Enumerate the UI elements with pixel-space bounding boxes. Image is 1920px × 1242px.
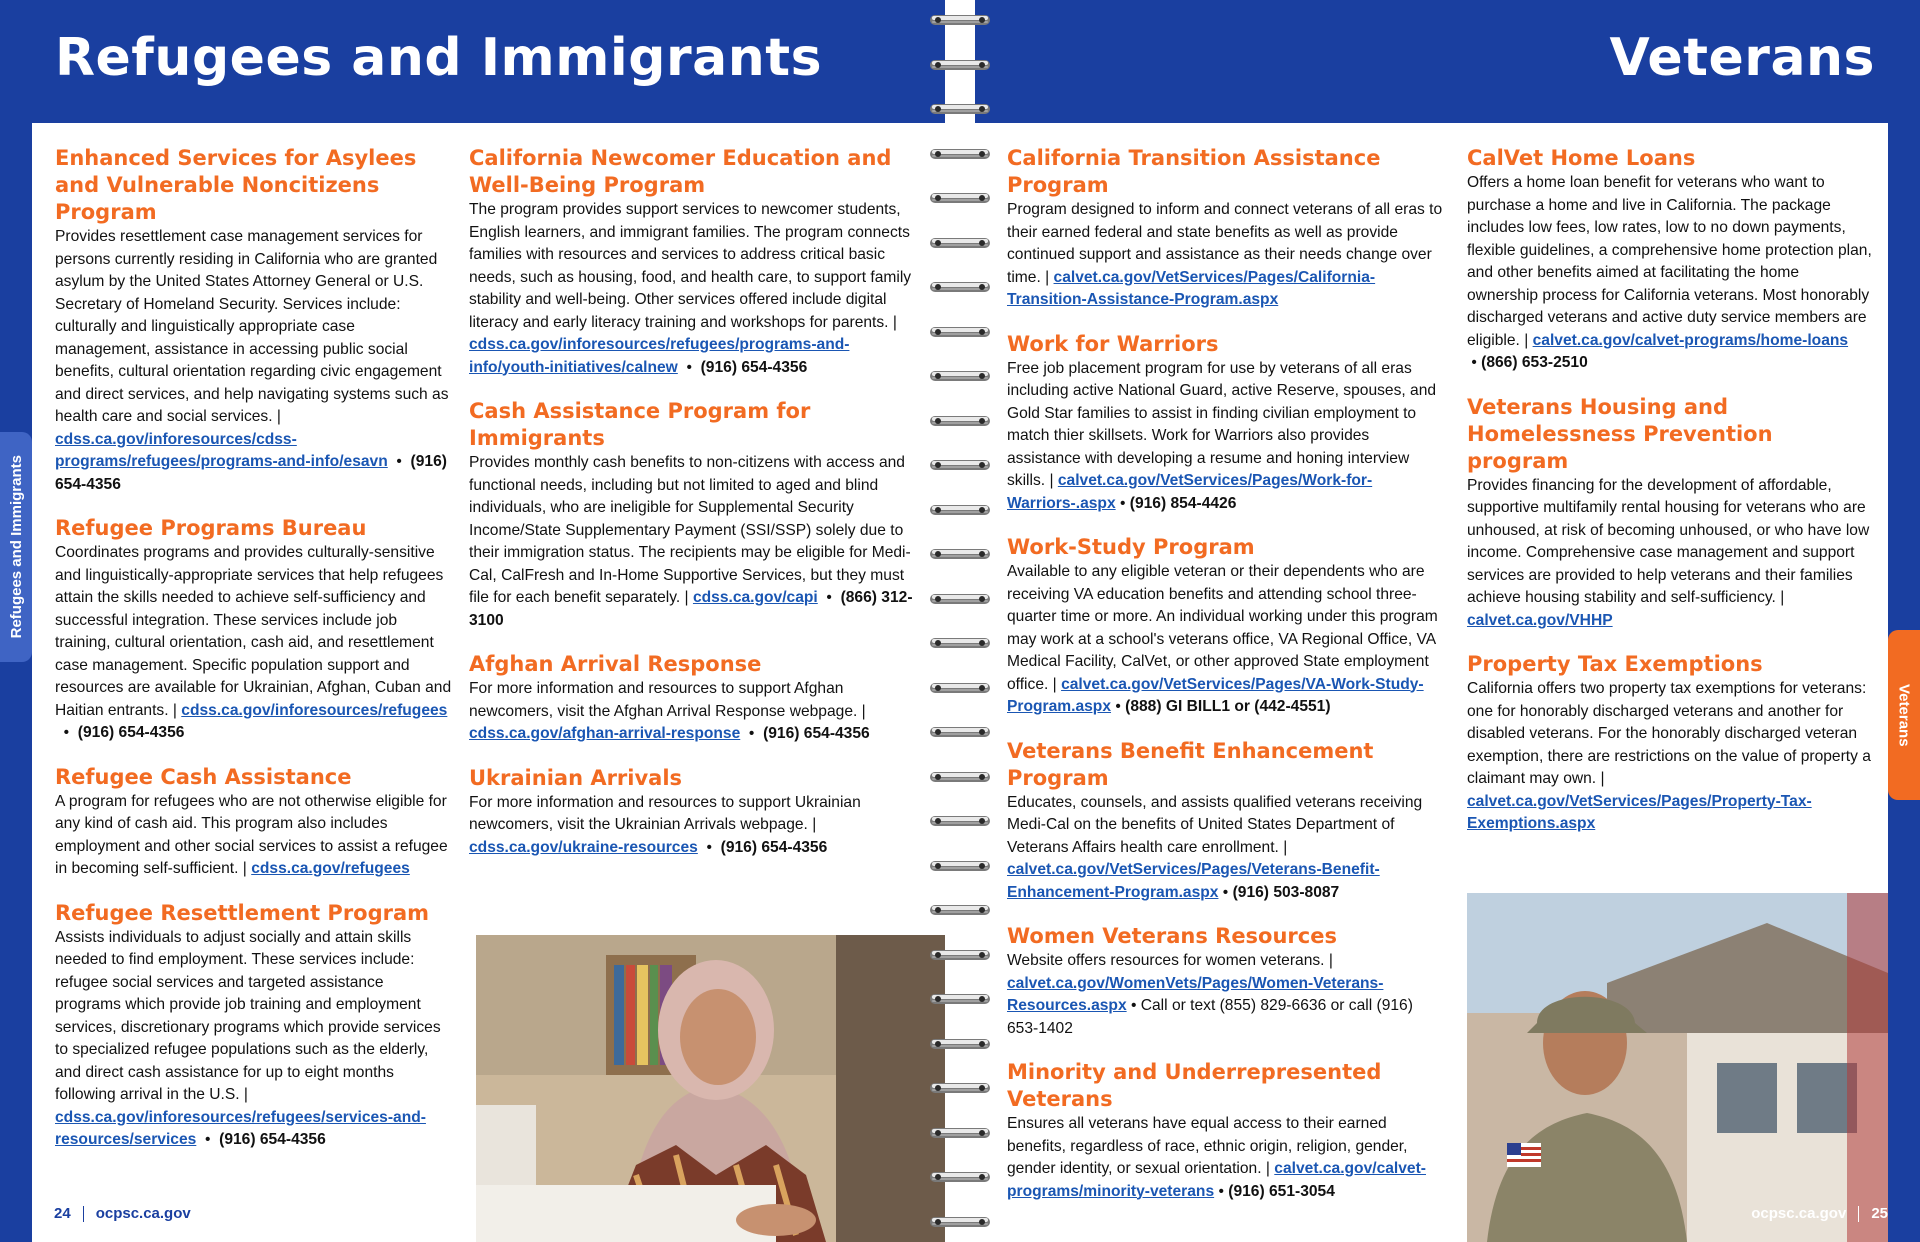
refugee-student-photo bbox=[476, 935, 945, 1242]
binding-ring bbox=[930, 142, 990, 166]
right-col-2 bbox=[1467, 145, 1872, 855]
section-title: Property Tax Exemptions bbox=[1467, 652, 1763, 676]
section-body: Provides financing for the development of affordable, supportive multifamily rental housing for veterans who are unhoused, at risk of becoming unhoused, or who have low income. Comprehensive case management and support services are provided to help veterans and their families achieve housing stability and self-sufficiency. | calvet.ca.gov/VHHP bbox=[1467, 476, 1870, 629]
page-number: 24 bbox=[54, 1204, 71, 1222]
section bbox=[55, 145, 453, 496]
section-phone: (916) 654-4356 bbox=[720, 838, 828, 856]
section-title: Cash Assistance Program for Immigrants bbox=[469, 399, 811, 450]
binding-ring bbox=[930, 409, 990, 433]
section-body: Program designed to inform and connect veterans of all eras to their earned federal and state benefits as well as provide continued support and assistance as their needs change over time. | calvet.ca.gov/VetServices/Pages/California-Transition-Assistance-Program.aspx bbox=[1007, 201, 1443, 308]
section-body: California offers two property tax exemptions for veterans: one for honorably discharged veterans and another for disabled veterans. For the honorably discharged veteran exemption, there are restrictions on the value of property a claimant may own. | calvet.ca.gov/VetServices/Pages/Property-Tax-Exemptions.aspx bbox=[1467, 680, 1871, 832]
section-body: Coordinates programs and provides culturally-sensitive and linguistically-appropriate services that help refugees attain the skills needed to achieve self-sufficiency and successful integration. These services include job training, cultural orientation, cash aid, and resettlement case management. Specific population support and resources are available for Ukrainian, Afghan, Cuban and Haitian entrants. | cdss.ca.gov/inforesources/refugees • (916) 654-4356 bbox=[55, 544, 452, 741]
section-link[interactable]: calvet.ca.gov/VetServices/Pages/VA-Work-Study-Program.aspx bbox=[1007, 675, 1424, 715]
section-phone: (866) 653-2510 bbox=[1481, 354, 1588, 371]
binding-ring bbox=[930, 453, 990, 477]
section-title: Refugee Resettlement Program bbox=[55, 900, 430, 925]
section bbox=[1007, 1059, 1447, 1203]
binding-ring bbox=[930, 1032, 990, 1056]
right-side-tab-label: Veterans bbox=[1895, 683, 1913, 747]
section-phone: (916) 654-4356 bbox=[77, 724, 185, 741]
footer-site[interactable]: ocpsc.ca.gov bbox=[1751, 1204, 1847, 1222]
veteran-photo bbox=[1467, 893, 1888, 1242]
binding-ring bbox=[930, 275, 990, 299]
section-link[interactable]: calvet.ca.gov/VetServices/Pages/Work-for-Warriors-.aspx bbox=[1007, 472, 1373, 512]
right-side-tab bbox=[1888, 630, 1920, 800]
section-link[interactable]: calvet.ca.gov/VetServices/Pages/California-Transition-Assistance-Program.aspx bbox=[1007, 268, 1376, 308]
section-phone: (916) 654-4356 bbox=[700, 358, 808, 376]
section-link[interactable]: cdss.ca.gov/inforesources/cdss-programs/refugees/programs-and-info/esavn bbox=[55, 430, 388, 470]
section bbox=[469, 765, 917, 860]
right-footer bbox=[1751, 1205, 1888, 1222]
section-link[interactable]: calvet.ca.gov/calvet-programs/home-loans bbox=[1532, 331, 1849, 349]
binding-ring bbox=[930, 676, 990, 700]
left-side-tab-label: Refugees and Immigrants bbox=[7, 455, 25, 639]
section-link[interactable]: cdss.ca.gov/ukraine-resources bbox=[469, 838, 698, 856]
section-phone: (916) 654-4356 bbox=[219, 1131, 326, 1148]
section-body: Available to any eligible veteran or their dependents who are receiving VA education benefits and attending school three-quarter time or more. An individual working under this program may work at a school's veterans office, VA Regional Office, VA Medical Facility, CalVet, or other approved State employment office. | calvet.ca.gov/VetServices/Pages/VA-Work-Study-Program.aspx • (888) GI BILL1 or (442-4551) bbox=[1007, 563, 1438, 715]
section-phone: (916) 503-8087 bbox=[1232, 883, 1340, 901]
section-body: For more information and resources to support Afghan newcomers, visit the Afghan Arrival Response webpage. | cdss.ca.gov/afghan-arrival-response • (916) 654-4356 bbox=[469, 680, 870, 742]
section bbox=[55, 900, 453, 1152]
section-link[interactable]: calvet.ca.gov/VHHP bbox=[1467, 611, 1613, 629]
section-body: Ensures all veterans have equal access to their earned benefits, regardless of race, ethnic origin, religion, gender, gender identity, or sexual orientation. | calvet.ca.gov/calvet-programs/minority-veterans • (916) 651-3054 bbox=[1007, 1115, 1426, 1200]
section-body: Website offers resources for women veterans. | calvet.ca.gov/WomenVets/Pages/Women-Veterans-Resources.aspx • Call or text (855) 829-6636 or call (916) 653-1402 bbox=[1007, 952, 1413, 1037]
section-title: CalVet Home Loans bbox=[1467, 146, 1696, 170]
section-title: Minority and Underrepresented Veterans bbox=[1007, 1060, 1382, 1111]
right-col-1 bbox=[1007, 145, 1447, 1222]
page-number: 25 bbox=[1871, 1204, 1888, 1222]
section-body: Provides resettlement case management services for persons currently residing in California who are granted asylum by the United States Attorney General or U.S. Secretary of Homeland Security. Services include: culturally and linguistically appropriate case management, assistance in accessing public social benefits, cultural orientation regarding civic engagement and direct services, and help navigating systems such as health care and social services. | cdss.ca.gov/inforesources/cdss-programs/refugees/programs-and-info/esavn • (916) 654-4356 bbox=[55, 228, 449, 493]
section bbox=[1007, 331, 1447, 516]
section-title: Ukrainian Arrivals bbox=[469, 765, 683, 790]
binding-ring bbox=[930, 1165, 990, 1189]
section-link[interactable]: calvet.ca.gov/VetServices/Pages/Property-Tax-Exemptions.aspx bbox=[1467, 792, 1812, 832]
binding-ring bbox=[930, 8, 990, 32]
section-title: Enhanced Services for Asylees and Vulnerable Noncitizens Program bbox=[55, 146, 417, 224]
binding-ring bbox=[930, 943, 990, 967]
section-body: Free job placement program for use by veterans of all eras including active National Guard, active Reserve, spouses, and Gold Star families to assist in finding civilian employment to match thier skillsets. Work for Warriors also provides assistance with developing a resume and honing interview skills. | calvet.ca.gov/VetServices/Pages/Work-for-Warriors-.aspx • (916) 854-4426 bbox=[1007, 359, 1437, 512]
right-banner bbox=[975, 0, 1920, 123]
binding-ring bbox=[930, 231, 990, 255]
section-body: Provides monthly cash benefits to non-citizens with access and functional needs, including but not limited to aged and blind individuals, who are ineligible for Supplemental Security Income/State Supplementary Payment (SSI/SSP) solely due to their immigration status. The recipients may be eligible for Medi-Cal, CalFresh and In-Home Supportive Services, but they must file for each benefit separately. | cdss.ca.gov/capi • (866) 312-3100 bbox=[469, 454, 913, 629]
section-phone: Call or text (855) 829-6636 or call (916) 653-1402 bbox=[1007, 997, 1413, 1037]
binding-ring bbox=[930, 1076, 990, 1100]
section bbox=[1467, 145, 1872, 375]
section bbox=[1007, 923, 1447, 1040]
section bbox=[469, 145, 917, 379]
section-body: Offers a home loan benefit for veterans who want to purchase a home and live in California. The package includes low fees, low rates, low to no down payments, flexible guidelines, a comprehensive home protection plan, and other benefits aimed at facilitating the home ownership process for California veterans. Most honorably discharged veterans and active duty service members are eligible. | calvet.ca.gov/calvet-programs/home-loans • (866) 653-2510 bbox=[1467, 174, 1872, 371]
binding-ring bbox=[930, 987, 990, 1011]
binding-ring bbox=[930, 631, 990, 655]
binding-ring bbox=[930, 898, 990, 922]
section-title: California Transition Assistance Program bbox=[1007, 146, 1381, 197]
binding-ring bbox=[930, 186, 990, 210]
left-page bbox=[0, 0, 945, 1242]
section-title: Afghan Arrival Response bbox=[469, 652, 762, 676]
left-side-band bbox=[0, 123, 32, 1242]
right-page bbox=[975, 0, 1920, 1242]
section-body: Educates, counsels, and assists qualified veterans receiving Medi-Cal on the benefits of United States Department of Veterans Affairs health care enrollment. | calvet.ca.gov/VetServices/Pages/Veterans-Benefit-Enhancement-Program.aspx • (916) 503-8087 bbox=[1007, 793, 1423, 901]
section-title: Work for Warriors bbox=[1007, 331, 1219, 356]
section bbox=[1007, 534, 1447, 719]
section-phone: (888) GI BILL1 or (442-4551) bbox=[1125, 698, 1331, 715]
section bbox=[1467, 394, 1872, 633]
binding-ring bbox=[930, 809, 990, 833]
section-title: Refugee Cash Assistance bbox=[55, 764, 352, 789]
section-phone: (916) 854-4426 bbox=[1129, 494, 1237, 512]
left-footer bbox=[54, 1205, 191, 1222]
binding-ring bbox=[930, 1210, 990, 1234]
section bbox=[469, 651, 917, 746]
section-body: A program for refugees who are not otherwise eligible for any kind of cash aid. This program also includes employment and other social services to assist a refugee in becoming self-sufficient. | cdss.ca.gov/refugees bbox=[55, 792, 448, 877]
right-page-title: Veterans bbox=[1609, 28, 1875, 88]
binding-ring bbox=[930, 1121, 990, 1145]
section-link[interactable]: calvet.ca.gov/calvet-programs/minority-veterans bbox=[1007, 1160, 1426, 1200]
section-phone: (866) 312-3100 bbox=[469, 589, 913, 629]
section-title: Veterans Benefit Enhancement Program bbox=[1007, 738, 1374, 790]
footer-site[interactable]: ocpsc.ca.gov bbox=[95, 1204, 191, 1222]
section-title: Refugee Programs Bureau bbox=[55, 516, 367, 540]
section bbox=[1007, 145, 1447, 312]
binding-ring bbox=[930, 320, 990, 344]
binding-ring bbox=[930, 542, 990, 566]
section-link[interactable]: cdss.ca.gov/inforesources/refugees bbox=[181, 701, 448, 719]
binding-ring bbox=[930, 53, 990, 77]
binding-ring bbox=[930, 587, 990, 611]
section-phone: (916) 654-4356 bbox=[763, 725, 870, 742]
section-body: Assists individuals to adjust socially and attain skills needed to find employment. These services include: refugee social services and targeted assistance programs which provide job training and employment services, discretionary programs which provide services to specialized refugee populations such as the elderly, and direct cash assistance for up to eight months following arrival in the U.S. | cdss.ca.gov/inforesources/refugees/services-and-resources/services • (916) 654-4356 bbox=[55, 928, 441, 1148]
binding-ring bbox=[930, 765, 990, 789]
section-body: The program provides support services to newcomer students, English learners, and immigrant families. The program connects families with resources and services to address critical basic needs, such as housing, food, and health care, to support family stability and well-being. Other services offered include digital literacy and early literacy training and workshops for parents. | cdss.ca.gov/inforesources/refugees/programs-and-info/youth-initiatives/calnew • (916) 654-4356 bbox=[469, 201, 912, 376]
section-link[interactable]: calvet.ca.gov/WomenVets/Pages/Women-Veterans-Resources.aspx bbox=[1007, 974, 1384, 1014]
left-side-tab bbox=[0, 432, 32, 662]
section-link[interactable]: cdss.ca.gov/refugees bbox=[251, 860, 410, 877]
left-col-1 bbox=[55, 145, 453, 1171]
section bbox=[469, 398, 917, 632]
section-phone: (916) 651-3054 bbox=[1228, 1182, 1335, 1200]
section bbox=[1467, 651, 1872, 836]
section bbox=[55, 764, 453, 881]
binding-ring bbox=[930, 498, 990, 522]
section-link[interactable]: cdss.ca.gov/capi bbox=[692, 589, 818, 606]
section-title: California Newcomer Education and Well-Being Program bbox=[469, 146, 892, 197]
spiral-binding bbox=[930, 0, 990, 1242]
section-link[interactable]: calvet.ca.gov/VetServices/Pages/Veterans-Benefit-Enhancement-Program.aspx bbox=[1007, 861, 1380, 901]
binding-ring bbox=[930, 364, 990, 388]
section-title: Veterans Housing and Homelessness Prevention program bbox=[1467, 394, 1773, 473]
left-banner bbox=[0, 0, 945, 123]
binding-ring bbox=[930, 720, 990, 744]
section-body: For more information and resources to support Ukrainian newcomers, visit the Ukrainian Arrivals webpage. | cdss.ca.gov/ukraine-resources • (916) 654-4356 bbox=[469, 793, 861, 856]
section bbox=[1007, 738, 1447, 905]
binding-ring bbox=[930, 97, 990, 121]
section-title: Women Veterans Resources bbox=[1007, 924, 1337, 948]
section bbox=[55, 515, 453, 745]
section-link[interactable]: cdss.ca.gov/inforesources/refugees/services-and-resources/services bbox=[55, 1108, 426, 1148]
left-page-title: Refugees and Immigrants bbox=[55, 28, 823, 88]
left-col-2 bbox=[469, 145, 917, 878]
section-link[interactable]: cdss.ca.gov/inforesources/refugees/programs-and-info/youth-initiatives/calnew bbox=[469, 336, 850, 376]
section-title: Work-Study Program bbox=[1007, 535, 1255, 559]
binding-ring bbox=[930, 854, 990, 878]
section-link[interactable]: cdss.ca.gov/afghan-arrival-response bbox=[469, 725, 741, 742]
section-phone: (916) 654-4356 bbox=[55, 453, 447, 493]
